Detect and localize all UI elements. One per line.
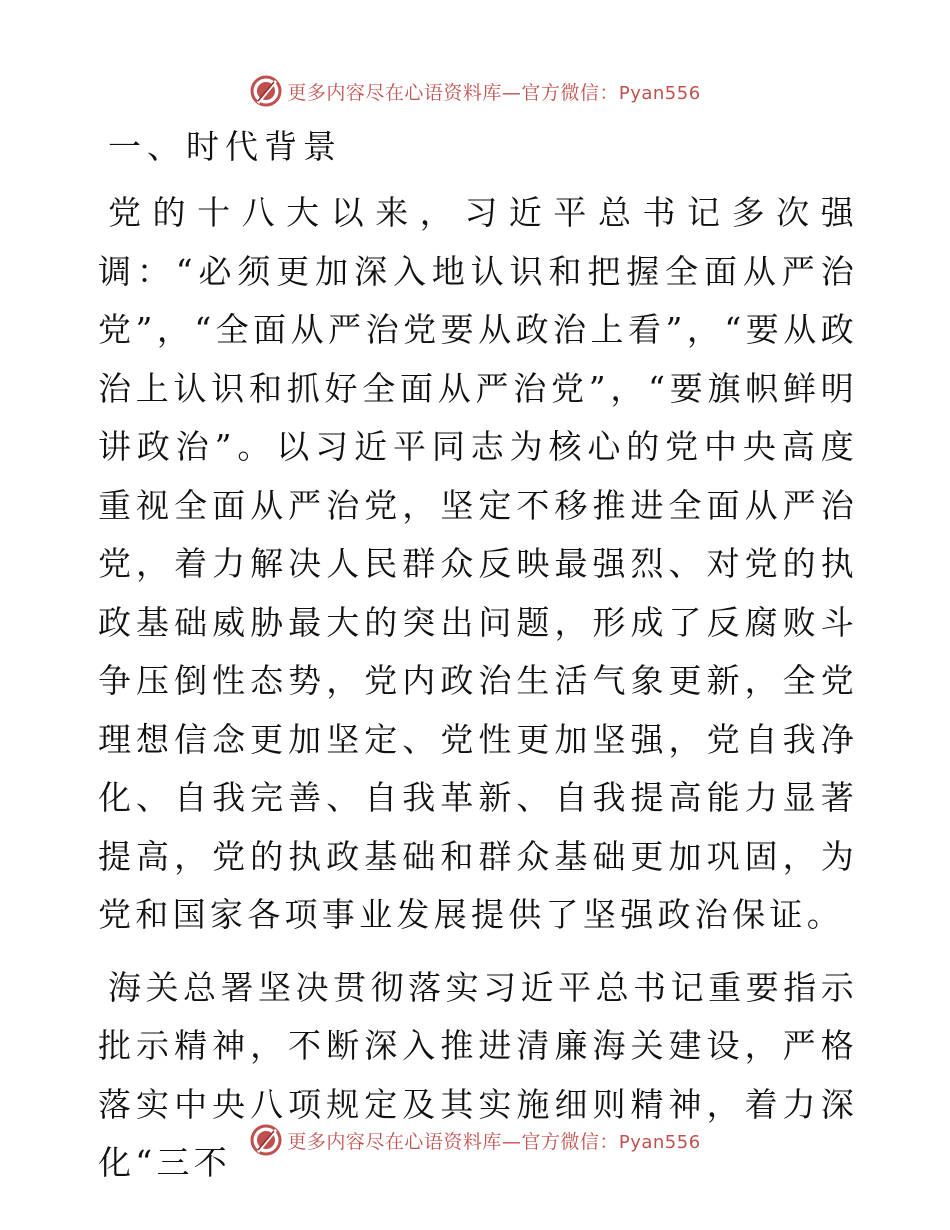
section-heading: 一、时代背景 xyxy=(108,127,342,166)
paragraph-1: 党的十八大以来，习近平总书记多次强调：“必须更加深入地认识和把握全面从严治党”，“全面从严治党要从政治上看”，“要从政治上认识和抓好全面从严治党”，“要旗帜鲜明讲政治”。以习近平同志为核心的党中央高度重视全面从严治党，坚定不移推进全面从严治党，着力解决人民群众反映最强烈、对党的执政基础威胁最大的突出问题，形成了反腐败斗争压倒性态势，党内政治生活气象更新，全党理想信念更加坚定、党性更加坚强，党自我净化、自我完善、自我革新、自我提高能力显著提高，党的执政基础和群众基础更加巩固，为党和国家各项事业发展提供了坚强政治保证。 xyxy=(98,193,858,934)
watermark-text xyxy=(287,78,700,105)
watermark-caption: 更多内容尽在心语资料库—官方微信： xyxy=(287,81,619,104)
paragraph-2: 海关总署坚决贯彻落实习近平总书记重要指示批示精神，不断深入推进清廉海关建设，严格落实中央八项规定及其实施细则精神，着力深化“三不 xyxy=(98,967,858,1182)
quill-ink-logo-icon xyxy=(249,74,283,108)
watermark-handle: Pyan556 xyxy=(618,1131,701,1153)
watermark-handle: Pyan556 xyxy=(618,82,701,104)
watermark-header xyxy=(0,71,950,111)
watermark-text xyxy=(287,1127,700,1154)
quill-ink-logo-icon xyxy=(249,1123,283,1157)
watermark-footer xyxy=(0,1120,950,1160)
document-body xyxy=(98,120,858,1207)
watermark-caption: 更多内容尽在心语资料库—官方微信： xyxy=(287,1130,619,1153)
